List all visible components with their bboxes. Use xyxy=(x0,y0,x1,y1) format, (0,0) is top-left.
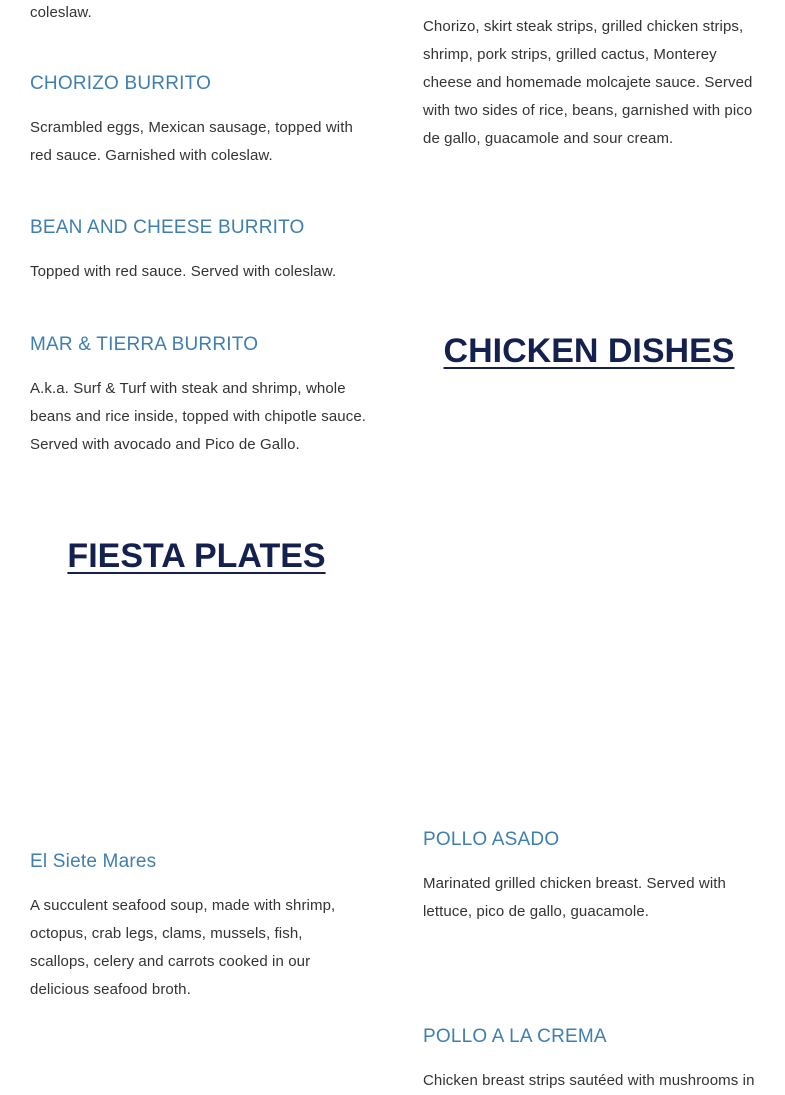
menu-item-description: Scrambled eggs, Mexican sausage, topped with red sauce. Garnished with coleslaw. xyxy=(30,119,353,164)
menu-item-title: CHORIZO BURRITO xyxy=(30,73,212,94)
menu-item-pollo-asado xyxy=(423,828,763,926)
menu-item-description: A.k.a. Surf & Turf with steak and shrimp, whole beans and rice inside, topped with chipotle sauce. Served with avocado and Pico de Gallo. xyxy=(30,380,367,453)
section-heading: FIESTA PLATES xyxy=(67,537,326,575)
menu-item-bean-cheese-burrito xyxy=(30,216,375,286)
menu-item-title: El Siete Mares xyxy=(30,851,157,872)
menu-item-title: BEAN AND CHEESE BURRITO xyxy=(30,217,305,238)
menu-item-siete-mares xyxy=(30,850,375,1004)
menu-item-chorizo-burrito xyxy=(30,72,375,170)
menu-item-title: MAR & TIERRA BURRITO xyxy=(30,334,259,355)
section-heading: CHICKEN DISHES xyxy=(443,332,735,370)
section-fiesta-plates xyxy=(30,536,363,576)
section-chicken-dishes xyxy=(423,331,755,371)
menu-item-description: Chicken breast strips sautéed with mushrooms in xyxy=(423,1072,755,1089)
menu-item-mar-tierra-burrito xyxy=(30,333,375,459)
coleslaw-text-fragment: coleslaw. xyxy=(30,4,92,21)
menu-item-title: POLLO ASADO xyxy=(423,829,560,850)
menu-item-description: A succulent seafood soup, made with shrimp, octopus, crab legs, clams, mussels, fish, scallops, celery and carrots cooked in our delicious seafood broth. xyxy=(30,897,336,998)
menu-item-description: Marinated grilled chicken breast. Served with lettuce, pico de gallo, guacamole. xyxy=(423,875,726,920)
menu-item-pollo-crema xyxy=(423,1025,768,1095)
menu-item-description: Topped with red sauce. Served with coleslaw. xyxy=(30,263,337,280)
menu-item-description-top: Chorizo, skirt steak strips, grilled chicken strips, shrimp, pork strips, grilled cactus, Monterey cheese and homemade molcajete sauce. Served with two sides of rice, beans, garnished with pico de gallo, guacamole and sour cream. xyxy=(423,18,753,147)
menu-item-title: POLLO A LA CREMA xyxy=(423,1026,607,1047)
